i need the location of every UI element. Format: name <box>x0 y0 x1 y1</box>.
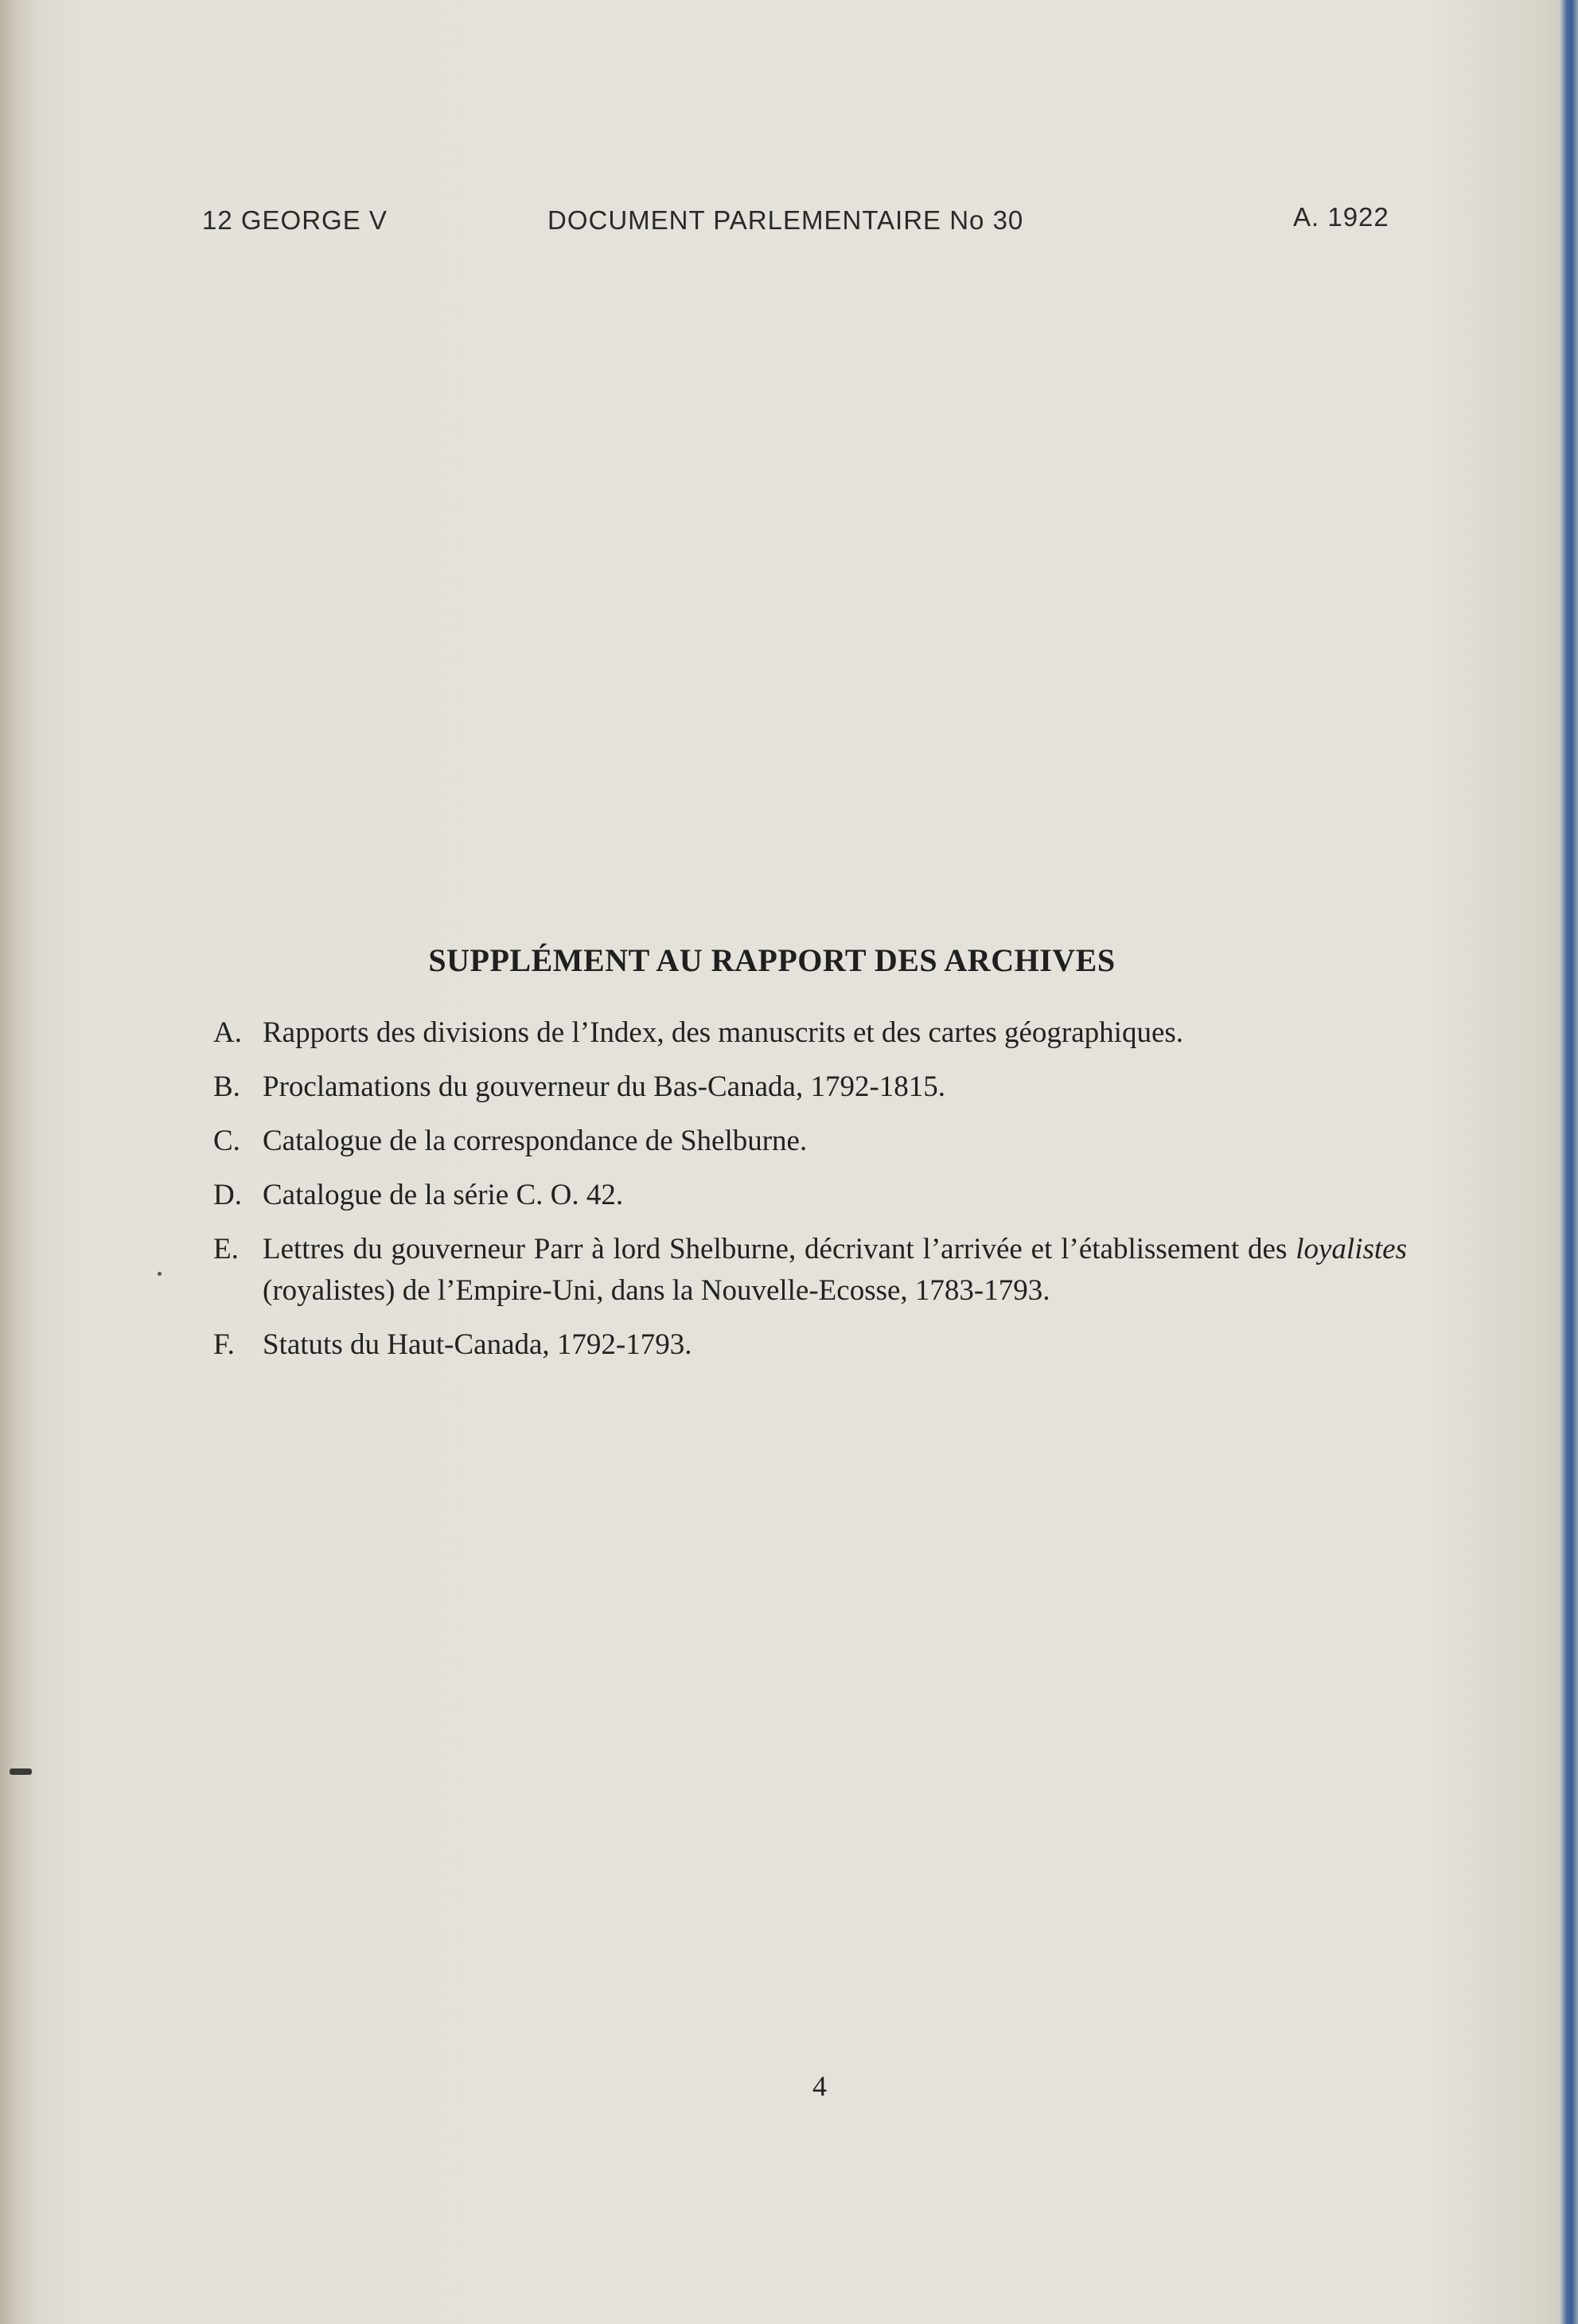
list-item <box>213 1175 1407 1216</box>
header-left: 12 GEORGE V <box>202 205 388 235</box>
item-letter: A. <box>213 1016 242 1049</box>
item-text: Catalogue de la correspondance de Shelburne. <box>263 1125 808 1157</box>
list-item <box>213 1229 1407 1312</box>
list-item <box>213 1324 1407 1366</box>
header-right: A. 1922 <box>1293 202 1389 232</box>
item-text-part: (royalistes) de l’Empire-Uni, dans la Nouvelle-Ecosse, 1783-1793. <box>263 1274 1050 1307</box>
margin-mark <box>10 1768 32 1775</box>
list-item <box>213 1012 1407 1054</box>
item-letter: B. <box>213 1070 240 1103</box>
list-item <box>213 1121 1407 1162</box>
item-text <box>263 1229 1407 1312</box>
ink-speck <box>158 1272 162 1276</box>
item-text: Proclamations du gouverneur du Bas-Canada, 1792-1815. <box>263 1070 946 1103</box>
item-letter: E. <box>213 1233 239 1265</box>
page-edge <box>1560 0 1578 2324</box>
contents-list <box>213 1012 1407 1378</box>
item-letter: C. <box>213 1125 240 1157</box>
item-text: Catalogue de la série C. O. 42. <box>263 1179 624 1211</box>
item-letter: D. <box>213 1179 242 1211</box>
page-number: 4 <box>812 2070 827 2102</box>
running-header <box>0 202 1578 245</box>
item-text-italic: loyalistes <box>1296 1233 1407 1265</box>
item-text: Rapports des divisions de l’Index, des manuscrits et des cartes géographiques. <box>263 1016 1184 1049</box>
page-title: SUPPLÉMENT AU RAPPORT DES ARCHIVES <box>428 942 1116 978</box>
binding-edge <box>0 0 38 2324</box>
item-text-part: Lettres du gouverneur Parr à lord Shelburne, décrivant l’arrivée et l’établissement des <box>263 1233 1296 1265</box>
header-center: DOCUMENT PARLEMENTAIRE No 30 <box>547 205 1024 235</box>
list-item <box>213 1066 1407 1108</box>
item-text: Statuts du Haut-Canada, 1792-1793. <box>263 1328 692 1361</box>
item-letter: F. <box>213 1328 235 1361</box>
